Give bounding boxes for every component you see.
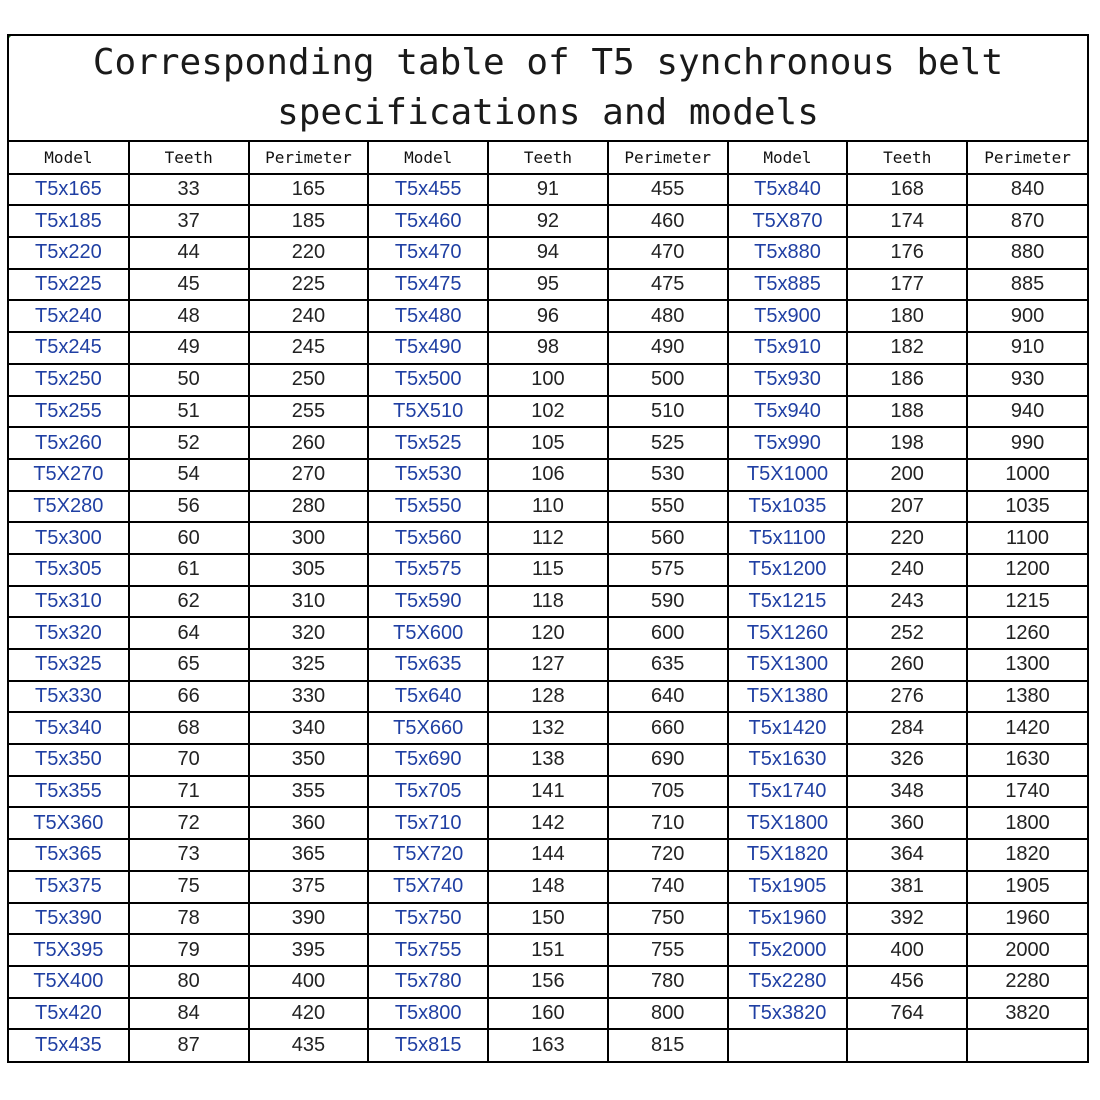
column-header-perimeter: Perimeter	[608, 142, 728, 174]
model-cell: T5x250	[9, 364, 129, 396]
perimeter-cell: 330	[249, 681, 369, 713]
model-cell: T5x320	[9, 617, 129, 649]
model-cell: T5x575	[368, 554, 488, 586]
perimeter-cell: 885	[967, 269, 1087, 301]
table-row	[9, 396, 1087, 428]
perimeter-cell: 300	[249, 522, 369, 554]
model-cell: T5x1215	[728, 586, 848, 618]
table-row	[9, 205, 1087, 237]
perimeter-cell: 400	[249, 966, 369, 998]
model-cell: T5x755	[368, 934, 488, 966]
perimeter-cell: 1215	[967, 586, 1087, 618]
table-row	[9, 554, 1087, 586]
teeth-cell: 112	[488, 522, 608, 554]
perimeter-cell: 600	[608, 617, 728, 649]
model-cell: T5X360	[9, 807, 129, 839]
model-cell: T5x590	[368, 586, 488, 618]
perimeter-cell: 750	[608, 903, 728, 935]
teeth-cell: 392	[847, 903, 967, 935]
table-header-row	[9, 142, 1087, 174]
perimeter-cell: 530	[608, 459, 728, 491]
model-cell: T5x880	[728, 237, 848, 269]
teeth-cell: 188	[847, 396, 967, 428]
teeth-cell: 207	[847, 491, 967, 523]
perimeter-cell: 1035	[967, 491, 1087, 523]
perimeter-cell: 720	[608, 839, 728, 871]
teeth-cell: 95	[488, 269, 608, 301]
table-row	[9, 712, 1087, 744]
teeth-cell: 64	[129, 617, 249, 649]
teeth-cell: 364	[847, 839, 967, 871]
perimeter-cell: 740	[608, 871, 728, 903]
teeth-cell: 284	[847, 712, 967, 744]
column-header-teeth: Teeth	[488, 142, 608, 174]
perimeter-cell: 1960	[967, 903, 1087, 935]
perimeter-cell: 185	[249, 205, 369, 237]
table-row	[9, 681, 1087, 713]
perimeter-cell: 755	[608, 934, 728, 966]
teeth-cell: 163	[488, 1029, 608, 1061]
perimeter-cell: 815	[608, 1029, 728, 1061]
teeth-cell: 33	[129, 174, 249, 206]
table-row	[9, 776, 1087, 808]
model-cell: T5x460	[368, 205, 488, 237]
model-cell: T5x455	[368, 174, 488, 206]
teeth-cell: 51	[129, 396, 249, 428]
model-cell: T5x990	[728, 427, 848, 459]
model-cell: T5x305	[9, 554, 129, 586]
teeth-cell: 70	[129, 744, 249, 776]
teeth-cell: 177	[847, 269, 967, 301]
perimeter-cell: 590	[608, 586, 728, 618]
column-header-model: Model	[368, 142, 488, 174]
teeth-cell: 110	[488, 491, 608, 523]
teeth-cell: 180	[847, 300, 967, 332]
perimeter-cell: 840	[967, 174, 1087, 206]
teeth-cell: 120	[488, 617, 608, 649]
teeth-cell: 49	[129, 332, 249, 364]
teeth-cell: 73	[129, 839, 249, 871]
model-cell: T5x245	[9, 332, 129, 364]
perimeter-cell: 990	[967, 427, 1087, 459]
table-row	[9, 332, 1087, 364]
perimeter-cell: 575	[608, 554, 728, 586]
teeth-cell: 106	[488, 459, 608, 491]
perimeter-cell: 420	[249, 998, 369, 1030]
model-cell: T5X1380	[728, 681, 848, 713]
teeth-cell: 79	[129, 934, 249, 966]
model-cell: T5x300	[9, 522, 129, 554]
perimeter-cell: 660	[608, 712, 728, 744]
spec-table-frame	[7, 34, 1089, 1063]
teeth-cell: 456	[847, 966, 967, 998]
belt-spec-table	[9, 142, 1087, 1061]
teeth-cell: 141	[488, 776, 608, 808]
teeth-cell: 276	[847, 681, 967, 713]
perimeter-cell: 250	[249, 364, 369, 396]
perimeter-cell: 1630	[967, 744, 1087, 776]
perimeter-cell: 870	[967, 205, 1087, 237]
model-cell: T5X1000	[728, 459, 848, 491]
table-title: Corresponding table of T5 synchronous belt specifications and models	[9, 36, 1087, 142]
model-cell: T5x165	[9, 174, 129, 206]
model-cell: T5X1800	[728, 807, 848, 839]
teeth-cell: 150	[488, 903, 608, 935]
teeth-cell: 348	[847, 776, 967, 808]
teeth-cell: 198	[847, 427, 967, 459]
perimeter-cell: 940	[967, 396, 1087, 428]
table-row	[9, 237, 1087, 269]
teeth-cell: 764	[847, 998, 967, 1030]
teeth-cell: 60	[129, 522, 249, 554]
perimeter-cell: 340	[249, 712, 369, 744]
perimeter-cell: 1000	[967, 459, 1087, 491]
model-cell: T5x350	[9, 744, 129, 776]
perimeter-cell: 550	[608, 491, 728, 523]
table-row	[9, 1029, 1087, 1061]
model-cell: T5x550	[368, 491, 488, 523]
model-cell: T5x365	[9, 839, 129, 871]
teeth-cell: 260	[847, 649, 967, 681]
perimeter-cell: 500	[608, 364, 728, 396]
model-cell: T5x900	[728, 300, 848, 332]
perimeter-cell: 470	[608, 237, 728, 269]
teeth-cell: 156	[488, 966, 608, 998]
model-cell: T5X280	[9, 491, 129, 523]
column-header-perimeter: Perimeter	[249, 142, 369, 174]
model-cell: T5x220	[9, 237, 129, 269]
teeth-cell: 115	[488, 554, 608, 586]
teeth-cell: 100	[488, 364, 608, 396]
model-cell: T5x375	[9, 871, 129, 903]
model-cell: T5x1420	[728, 712, 848, 744]
perimeter-cell: 1420	[967, 712, 1087, 744]
table-row	[9, 459, 1087, 491]
model-cell: T5x260	[9, 427, 129, 459]
perimeter-cell: 225	[249, 269, 369, 301]
model-cell: T5x1960	[728, 903, 848, 935]
perimeter-cell: 305	[249, 554, 369, 586]
teeth-cell: 56	[129, 491, 249, 523]
model-cell: T5x710	[368, 807, 488, 839]
table-row	[9, 174, 1087, 206]
teeth-cell: 243	[847, 586, 967, 618]
teeth-cell: 71	[129, 776, 249, 808]
perimeter-cell: 375	[249, 871, 369, 903]
table-row	[9, 903, 1087, 935]
teeth-cell: 48	[129, 300, 249, 332]
model-cell: T5x3820	[728, 998, 848, 1030]
table-row	[9, 427, 1087, 459]
perimeter-cell: 2280	[967, 966, 1087, 998]
model-cell: T5x2280	[728, 966, 848, 998]
model-cell: T5x340	[9, 712, 129, 744]
perimeter-cell: 365	[249, 839, 369, 871]
teeth-cell: 138	[488, 744, 608, 776]
model-cell: T5x2000	[728, 934, 848, 966]
teeth-cell: 168	[847, 174, 967, 206]
model-cell: T5x635	[368, 649, 488, 681]
teeth-cell: 240	[847, 554, 967, 586]
teeth-cell: 252	[847, 617, 967, 649]
perimeter-cell: 690	[608, 744, 728, 776]
teeth-cell: 102	[488, 396, 608, 428]
teeth-cell: 62	[129, 586, 249, 618]
teeth-cell: 98	[488, 332, 608, 364]
perimeter-cell: 880	[967, 237, 1087, 269]
model-cell	[728, 1029, 848, 1061]
teeth-cell: 186	[847, 364, 967, 396]
perimeter-cell: 1800	[967, 807, 1087, 839]
model-cell: T5X1260	[728, 617, 848, 649]
perimeter-cell: 255	[249, 396, 369, 428]
teeth-cell: 65	[129, 649, 249, 681]
model-cell: T5x690	[368, 744, 488, 776]
model-cell: T5x640	[368, 681, 488, 713]
model-cell: T5x780	[368, 966, 488, 998]
model-cell: T5x225	[9, 269, 129, 301]
teeth-cell: 92	[488, 205, 608, 237]
model-cell: T5x705	[368, 776, 488, 808]
table-row	[9, 491, 1087, 523]
model-cell: T5X510	[368, 396, 488, 428]
model-cell: T5x750	[368, 903, 488, 935]
model-cell: T5x500	[368, 364, 488, 396]
teeth-cell: 61	[129, 554, 249, 586]
teeth-cell: 381	[847, 871, 967, 903]
perimeter-cell: 260	[249, 427, 369, 459]
model-cell: T5X395	[9, 934, 129, 966]
teeth-cell: 174	[847, 205, 967, 237]
model-cell: T5x800	[368, 998, 488, 1030]
perimeter-cell: 1260	[967, 617, 1087, 649]
perimeter-cell: 710	[608, 807, 728, 839]
table-row	[9, 839, 1087, 871]
model-cell: T5X720	[368, 839, 488, 871]
perimeter-cell: 1820	[967, 839, 1087, 871]
teeth-cell: 96	[488, 300, 608, 332]
perimeter-cell: 480	[608, 300, 728, 332]
perimeter-cell: 350	[249, 744, 369, 776]
column-header-teeth: Teeth	[847, 142, 967, 174]
column-header-perimeter: Perimeter	[967, 142, 1087, 174]
perimeter-cell: 390	[249, 903, 369, 935]
perimeter-cell: 240	[249, 300, 369, 332]
model-cell: T5x930	[728, 364, 848, 396]
model-cell: T5X400	[9, 966, 129, 998]
perimeter-cell: 800	[608, 998, 728, 1030]
perimeter-cell: 525	[608, 427, 728, 459]
table-row	[9, 871, 1087, 903]
perimeter-cell: 640	[608, 681, 728, 713]
teeth-cell: 360	[847, 807, 967, 839]
perimeter-cell: 355	[249, 776, 369, 808]
table-row	[9, 617, 1087, 649]
teeth-cell: 127	[488, 649, 608, 681]
perimeter-cell: 220	[249, 237, 369, 269]
model-cell: T5x1035	[728, 491, 848, 523]
model-cell: T5x815	[368, 1029, 488, 1061]
teeth-cell: 44	[129, 237, 249, 269]
table-row	[9, 364, 1087, 396]
perimeter-cell	[967, 1029, 1087, 1061]
model-cell: T5x840	[728, 174, 848, 206]
model-cell: T5X600	[368, 617, 488, 649]
model-cell: T5x390	[9, 903, 129, 935]
teeth-cell: 160	[488, 998, 608, 1030]
perimeter-cell: 490	[608, 332, 728, 364]
perimeter-cell: 635	[608, 649, 728, 681]
teeth-cell: 68	[129, 712, 249, 744]
model-cell: T5X1820	[728, 839, 848, 871]
model-cell: T5x910	[728, 332, 848, 364]
model-cell: T5x490	[368, 332, 488, 364]
perimeter-cell: 930	[967, 364, 1087, 396]
perimeter-cell: 395	[249, 934, 369, 966]
table-row	[9, 300, 1087, 332]
model-cell: T5x435	[9, 1029, 129, 1061]
model-cell: T5x525	[368, 427, 488, 459]
table-row	[9, 807, 1087, 839]
table-row	[9, 649, 1087, 681]
perimeter-cell: 2000	[967, 934, 1087, 966]
model-cell: T5x330	[9, 681, 129, 713]
perimeter-cell: 510	[608, 396, 728, 428]
table-row	[9, 586, 1087, 618]
model-cell: T5x475	[368, 269, 488, 301]
model-cell: T5x355	[9, 776, 129, 808]
teeth-cell: 142	[488, 807, 608, 839]
teeth-cell: 87	[129, 1029, 249, 1061]
perimeter-cell: 460	[608, 205, 728, 237]
perimeter-cell: 165	[249, 174, 369, 206]
perimeter-cell: 475	[608, 269, 728, 301]
model-cell: T5X740	[368, 871, 488, 903]
perimeter-cell: 245	[249, 332, 369, 364]
perimeter-cell: 280	[249, 491, 369, 523]
perimeter-cell: 1100	[967, 522, 1087, 554]
perimeter-cell: 910	[967, 332, 1087, 364]
teeth-cell: 132	[488, 712, 608, 744]
perimeter-cell: 1740	[967, 776, 1087, 808]
model-cell: T5x1200	[728, 554, 848, 586]
model-cell: T5x470	[368, 237, 488, 269]
perimeter-cell: 325	[249, 649, 369, 681]
teeth-cell: 220	[847, 522, 967, 554]
model-cell: T5x1905	[728, 871, 848, 903]
table-row	[9, 998, 1087, 1030]
model-cell: T5x185	[9, 205, 129, 237]
model-cell: T5X270	[9, 459, 129, 491]
perimeter-cell: 455	[608, 174, 728, 206]
model-cell: T5X660	[368, 712, 488, 744]
teeth-cell: 200	[847, 459, 967, 491]
model-cell: T5x940	[728, 396, 848, 428]
teeth-cell: 91	[488, 174, 608, 206]
table-row	[9, 934, 1087, 966]
table-body	[9, 174, 1087, 1061]
model-cell: T5x255	[9, 396, 129, 428]
model-cell: T5x1100	[728, 522, 848, 554]
teeth-cell: 326	[847, 744, 967, 776]
teeth-cell: 37	[129, 205, 249, 237]
model-cell: T5x240	[9, 300, 129, 332]
column-header-teeth: Teeth	[129, 142, 249, 174]
model-cell: T5x1740	[728, 776, 848, 808]
table-row	[9, 269, 1087, 301]
perimeter-cell: 1200	[967, 554, 1087, 586]
teeth-cell: 105	[488, 427, 608, 459]
model-cell: T5x420	[9, 998, 129, 1030]
model-cell: T5x560	[368, 522, 488, 554]
teeth-cell: 66	[129, 681, 249, 713]
perimeter-cell: 270	[249, 459, 369, 491]
teeth-cell: 148	[488, 871, 608, 903]
teeth-cell: 176	[847, 237, 967, 269]
teeth-cell: 78	[129, 903, 249, 935]
teeth-cell	[847, 1029, 967, 1061]
teeth-cell: 182	[847, 332, 967, 364]
perimeter-cell: 1300	[967, 649, 1087, 681]
model-cell: T5X870	[728, 205, 848, 237]
model-cell: T5x325	[9, 649, 129, 681]
column-header-model: Model	[9, 142, 129, 174]
teeth-cell: 84	[129, 998, 249, 1030]
teeth-cell: 400	[847, 934, 967, 966]
table-row	[9, 966, 1087, 998]
teeth-cell: 151	[488, 934, 608, 966]
teeth-cell: 128	[488, 681, 608, 713]
teeth-cell: 80	[129, 966, 249, 998]
teeth-cell: 45	[129, 269, 249, 301]
perimeter-cell: 1905	[967, 871, 1087, 903]
teeth-cell: 94	[488, 237, 608, 269]
perimeter-cell: 560	[608, 522, 728, 554]
table-row	[9, 522, 1087, 554]
perimeter-cell: 780	[608, 966, 728, 998]
perimeter-cell: 705	[608, 776, 728, 808]
teeth-cell: 52	[129, 427, 249, 459]
perimeter-cell: 3820	[967, 998, 1087, 1030]
teeth-cell: 144	[488, 839, 608, 871]
column-header-model: Model	[728, 142, 848, 174]
perimeter-cell: 900	[967, 300, 1087, 332]
perimeter-cell: 320	[249, 617, 369, 649]
table-row	[9, 744, 1087, 776]
model-cell: T5X1300	[728, 649, 848, 681]
model-cell: T5x530	[368, 459, 488, 491]
model-cell: T5x480	[368, 300, 488, 332]
teeth-cell: 72	[129, 807, 249, 839]
teeth-cell: 50	[129, 364, 249, 396]
perimeter-cell: 1380	[967, 681, 1087, 713]
teeth-cell: 75	[129, 871, 249, 903]
perimeter-cell: 310	[249, 586, 369, 618]
perimeter-cell: 360	[249, 807, 369, 839]
teeth-cell: 54	[129, 459, 249, 491]
model-cell: T5x310	[9, 586, 129, 618]
model-cell: T5x1630	[728, 744, 848, 776]
teeth-cell: 118	[488, 586, 608, 618]
model-cell: T5x885	[728, 269, 848, 301]
perimeter-cell: 435	[249, 1029, 369, 1061]
